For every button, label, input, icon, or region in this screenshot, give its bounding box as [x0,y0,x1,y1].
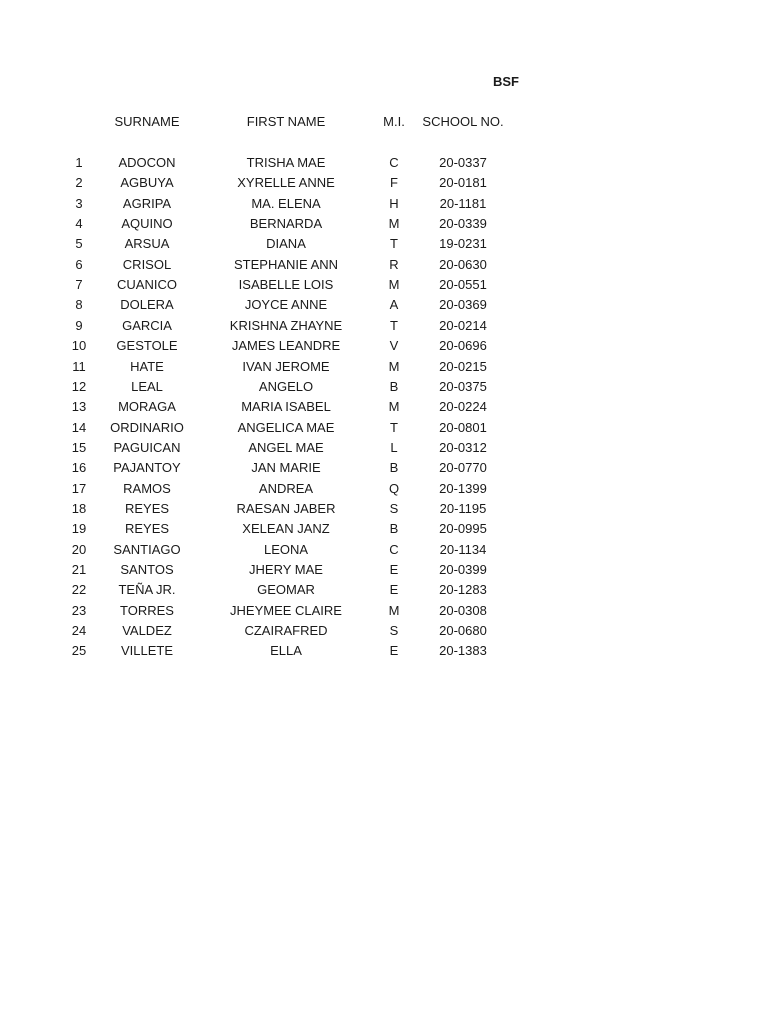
first-name-cell: JAN MARIE [251,460,321,475]
surname-cell: REYES [124,501,170,516]
surname-cell: ARSUA [124,236,170,251]
school-no-cell: 20-0215 [439,359,487,374]
surname-cell: GARCIA [122,318,172,333]
middle-initial-cell: T [390,318,398,333]
first-name-cell: GEOMAR [257,582,315,597]
first-name-cell: ELLA [270,643,302,658]
surname-cell: LEAL [131,379,163,394]
row-number: 22 [71,582,87,597]
row-number: 18 [71,501,87,516]
surname-cell: VILLETE [120,643,174,658]
row-number: 7 [75,277,83,292]
surname-cell: MORAGA [118,399,176,414]
school-no-cell: 20-0995 [439,521,487,536]
school-no-cell: 20-1383 [439,643,487,658]
surname-cell: HATE [130,359,164,374]
row-number: 6 [75,257,83,272]
school-no-cell: 20-0312 [439,440,487,455]
first-name-cell: JHEYMEE CLAIRE [230,603,342,618]
middle-initial-cell: B [389,521,399,536]
row-number: 13 [71,399,87,414]
middle-initial-cell: E [389,562,399,577]
middle-initial-cell: H [389,196,399,211]
school-no-cell: 20-0551 [439,277,487,292]
row-number: 15 [71,440,87,455]
middle-initial-cell: F [390,175,398,190]
middle-initial-cell: C [389,542,399,557]
school-no-cell: 20-0339 [439,216,487,231]
school-no-cell: 20-0308 [439,603,487,618]
middle-initial-cell: M [388,603,400,618]
school-no-cell: 20-0770 [439,460,487,475]
surname-cell: SANTIAGO [113,542,181,557]
middle-initial-cell: S [389,623,399,638]
surname-cell: DOLERA [120,297,174,312]
surname-cell: TORRES [120,603,174,618]
first-name-cell: JHERY MAE [249,562,323,577]
school-no-cell: 20-0375 [439,379,487,394]
row-number: 20 [71,542,87,557]
middle-initial-cell: Q [388,481,400,496]
school-no-cell: 19-0231 [439,236,487,251]
first-name-cell: KRISHNA ZHAYNE [229,318,343,333]
school-no-cell: 20-1181 [439,196,487,211]
middle-initial-cell: L [390,440,398,455]
middle-initial-cell: E [389,582,399,597]
row-number: 23 [71,603,87,618]
row-number: 12 [71,379,87,394]
middle-initial-cell: V [389,338,399,353]
middle-initial-cell: A [389,297,399,312]
school-no-cell: 20-1134 [439,542,487,557]
surname-cell: ADOCON [118,155,176,170]
first-name-cell: LEONA [263,542,309,557]
first-name-cell: ISABELLE LOIS [238,277,334,292]
first-name-cell: RAESAN JABER [236,501,336,516]
row-number: 3 [75,196,83,211]
surname-cell: VALDEZ [122,623,172,638]
middle-initial-cell: C [389,155,399,170]
first-name-cell: ANGELO [258,379,314,394]
row-number: 4 [75,216,83,231]
school-no-cell: 20-1399 [439,481,487,496]
first-name-cell: CZAIRAFRED [244,623,328,638]
row-number: 16 [71,460,87,475]
sheet-title: BSF [493,74,519,89]
surname-cell: RAMOS [123,481,171,496]
school-no-cell: 20-1195 [439,501,487,516]
row-number: 10 [71,338,87,353]
first-name-cell: ANGELICA MAE [237,420,335,435]
header-surname: SURNAME [114,114,180,129]
row-number: 5 [75,236,83,251]
middle-initial-cell: T [390,420,398,435]
row-number: 8 [75,297,83,312]
middle-initial-cell: M [388,277,400,292]
header-middle-initial: M.I. [383,114,405,129]
header-school-no: SCHOOL NO. [422,114,504,129]
middle-initial-cell: M [388,216,400,231]
surname-cell: CUANICO [117,277,177,292]
surname-cell: AQUINO [121,216,173,231]
first-name-cell: XYRELLE ANNE [237,175,335,190]
school-no-cell: 20-0214 [439,318,487,333]
surname-cell: CRISOL [122,257,172,272]
school-no-cell: 20-0181 [439,175,487,190]
first-name-cell: ANGEL MAE [248,440,324,455]
school-no-cell: 20-0369 [439,297,487,312]
middle-initial-cell: B [389,379,399,394]
row-number: 21 [71,562,87,577]
surname-cell: ORDINARIO [110,420,184,435]
surname-cell: AGBUYA [120,175,174,190]
first-name-cell: XELEAN JANZ [242,521,330,536]
row-number: 17 [71,481,87,496]
row-number: 2 [75,175,83,190]
middle-initial-cell: E [389,643,399,658]
first-name-cell: JAMES LEANDRE [231,338,341,353]
middle-initial-cell: T [390,236,398,251]
surname-cell: REYES [124,521,170,536]
surname-cell: PAJANTOY [113,460,181,475]
row-number: 19 [71,521,87,536]
first-name-cell: IVAN JEROME [242,359,330,374]
row-number: 25 [71,643,87,658]
row-number: 24 [71,623,87,638]
first-name-cell: TRISHA MAE [246,155,326,170]
middle-initial-cell: M [388,399,400,414]
row-number: 9 [75,318,83,333]
school-no-cell: 20-0696 [439,338,487,353]
school-no-cell: 20-0224 [439,399,487,414]
school-no-cell: 20-0337 [439,155,487,170]
first-name-cell: BERNARDA [249,216,323,231]
first-name-cell: JOYCE ANNE [244,297,328,312]
surname-cell: TEÑA JR. [118,582,176,597]
row-number: 1 [75,155,83,170]
first-name-cell: MA. ELENA [251,196,321,211]
row-number: 11 [72,359,86,374]
school-no-cell: 20-1283 [439,582,487,597]
header-first-name: FIRST NAME [246,114,326,129]
school-no-cell: 20-0680 [439,623,487,638]
surname-cell: GESTOLE [116,338,178,353]
row-number: 14 [71,420,87,435]
first-name-cell: ANDREA [258,481,314,496]
middle-initial-cell: S [389,501,399,516]
surname-cell: SANTOS [120,562,174,577]
first-name-cell: DIANA [266,236,306,251]
surname-cell: AGRIPA [122,196,172,211]
first-name-cell: STEPHANIE ANN [233,257,339,272]
school-no-cell: 20-0801 [439,420,487,435]
middle-initial-cell: B [389,460,399,475]
middle-initial-cell: M [388,359,400,374]
school-no-cell: 20-0399 [439,562,487,577]
school-no-cell: 20-0630 [439,257,487,272]
middle-initial-cell: R [389,257,399,272]
surname-cell: PAGUICAN [113,440,181,455]
first-name-cell: MARIA ISABEL [241,399,331,414]
